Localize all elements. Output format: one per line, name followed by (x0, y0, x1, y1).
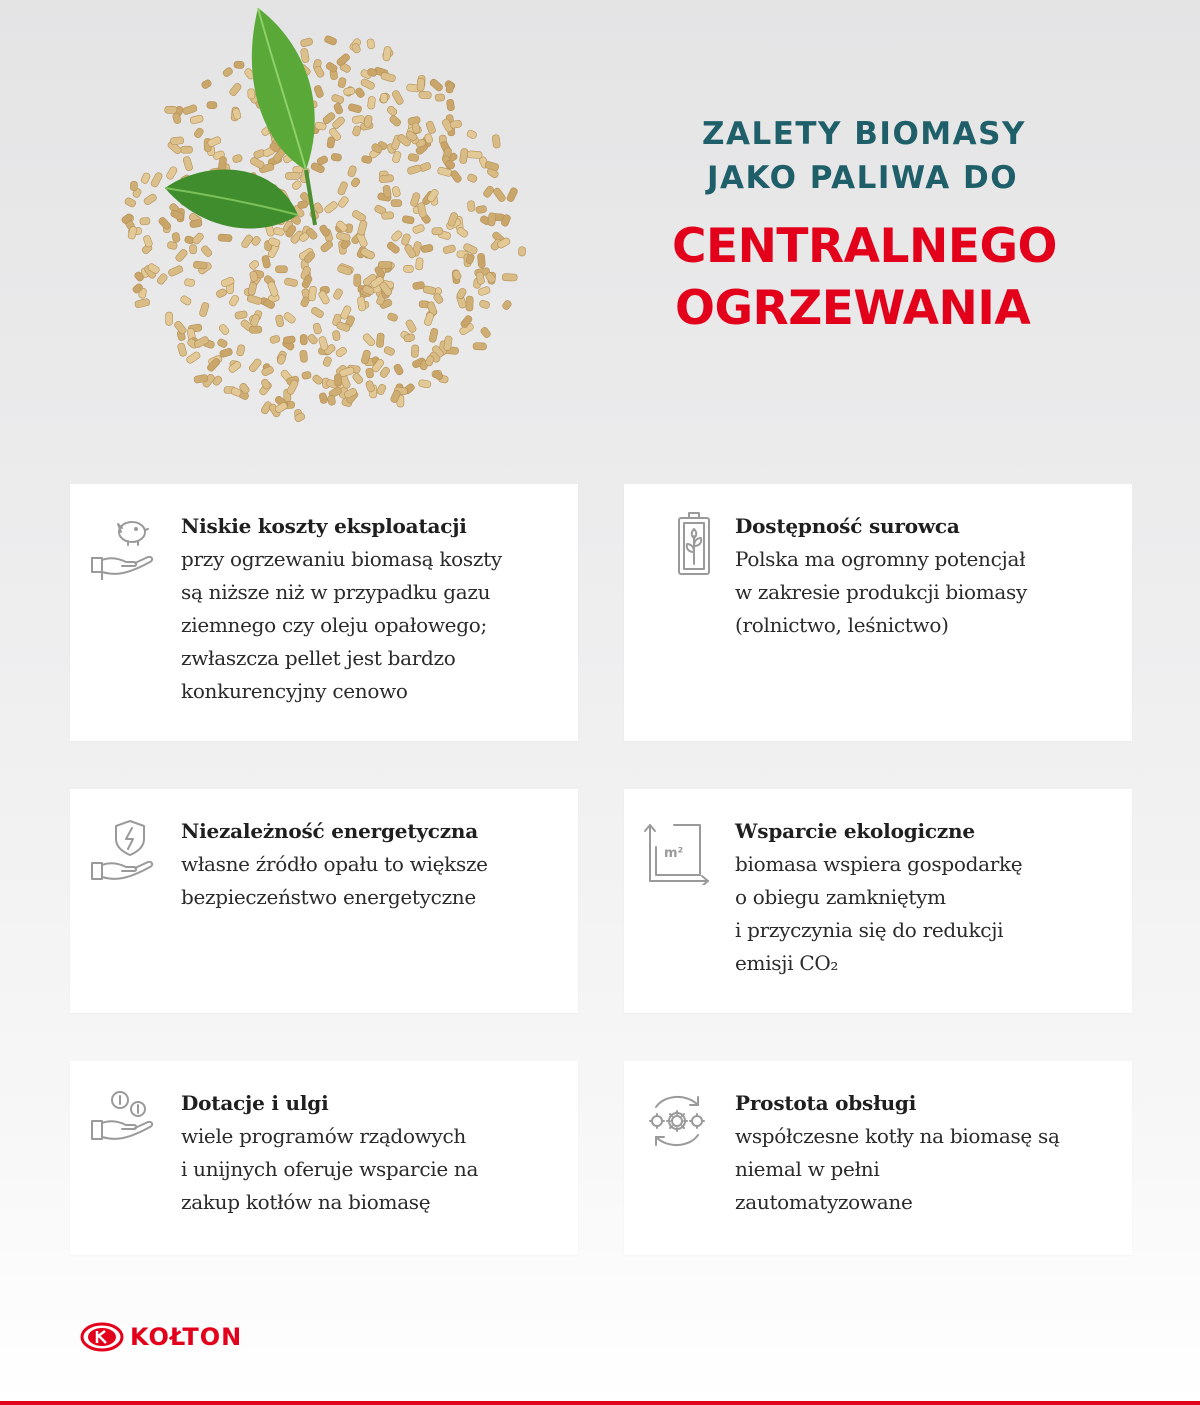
pellet (501, 299, 512, 310)
pellet (189, 245, 196, 254)
pellet (403, 265, 413, 272)
pellet (506, 187, 518, 203)
pellet (466, 129, 478, 140)
pellet (386, 241, 401, 255)
pellet (390, 230, 403, 243)
pellet (182, 104, 198, 115)
pellet (337, 264, 353, 275)
plant-battery-icon (642, 510, 712, 580)
pellet (172, 232, 181, 243)
pellet (275, 315, 284, 328)
pellet (283, 336, 296, 345)
pellet (312, 374, 324, 386)
pellet (365, 380, 375, 393)
pellet (274, 401, 288, 413)
pellet (473, 343, 487, 350)
pellet (320, 240, 334, 253)
pellet (300, 48, 309, 63)
hand-coins-icon (88, 1087, 158, 1157)
pellet (393, 363, 404, 376)
pellet (425, 120, 436, 134)
pellet (140, 172, 151, 184)
pellet (249, 326, 262, 333)
pellet (477, 253, 485, 268)
pellet (412, 224, 425, 234)
pellet (222, 66, 234, 77)
pellet (184, 278, 195, 286)
card-title: Niskie koszty eksploatacji (181, 514, 467, 538)
bottom-accent-line (0, 1401, 1200, 1405)
pellet (421, 244, 434, 253)
pellet (379, 174, 394, 182)
pellet (389, 114, 402, 127)
card-low-costs (70, 484, 578, 741)
pellet (234, 61, 245, 69)
pellet (435, 94, 445, 101)
pellet (479, 299, 491, 309)
card-body: własne źródło opału to większe bezpieczeństwo energetyczne (181, 852, 488, 909)
pellet (310, 306, 324, 319)
hand-energy-shield-icon (88, 815, 158, 885)
infographic-title (640, 112, 1080, 340)
title-accent-line-2: OGRZEWANIA (675, 281, 1031, 336)
card-energy-independence (70, 789, 578, 1013)
pellet (354, 274, 361, 287)
pellet (429, 78, 444, 92)
pellet (376, 333, 384, 348)
card-body: wiele programów rządowych i unijnych oferuje wsparcie na zakup kotłów na biomasę (181, 1124, 479, 1214)
pellet (484, 161, 499, 172)
pellet (387, 312, 398, 322)
pellet (313, 85, 324, 99)
pellet (348, 103, 363, 113)
pellet (405, 319, 417, 334)
pellet (193, 261, 207, 269)
pellet (429, 328, 439, 343)
card-ecological-support (624, 789, 1132, 1013)
pellet (332, 330, 340, 341)
pellet (378, 261, 392, 268)
pellet (150, 172, 163, 188)
pellet (185, 351, 201, 365)
pellet (383, 346, 395, 357)
pellet (338, 77, 347, 88)
pellet (307, 333, 319, 345)
pellet (218, 323, 230, 336)
pellet (354, 87, 365, 99)
pellet (459, 148, 468, 164)
pellet (324, 35, 338, 46)
pellet (391, 89, 404, 105)
pellet (165, 312, 172, 325)
pellet (466, 296, 474, 311)
pellet (300, 37, 313, 47)
pellet (124, 197, 137, 208)
pellet (332, 288, 343, 301)
pellet (182, 156, 193, 172)
pellet (248, 358, 262, 373)
pellet (246, 294, 262, 305)
gear-cycle-icon (642, 1087, 712, 1157)
pellet (324, 200, 339, 214)
pellet (347, 165, 357, 177)
wood-pellets (121, 35, 526, 423)
card-raw-material-availability (624, 484, 1132, 741)
card-body: współczesne kotły na biomasę są niemal w pełni zautomatyzowane (735, 1124, 1060, 1214)
pellet (408, 153, 419, 162)
pellet (300, 350, 308, 363)
pellet (269, 335, 280, 344)
card-title: Dostępność surowca (735, 514, 960, 538)
pellet (380, 93, 387, 103)
pellet (173, 320, 187, 335)
pellet (333, 102, 344, 114)
pellet (165, 106, 177, 113)
pellet (228, 294, 240, 307)
pellet (352, 372, 364, 385)
pellet (319, 392, 328, 404)
card-title: Wsparcie ekologiczne (735, 819, 975, 843)
pellet (207, 136, 222, 148)
pellet (412, 281, 424, 290)
pellet (419, 91, 432, 99)
pellet (467, 201, 475, 212)
pellet (236, 344, 245, 356)
pellet (360, 78, 376, 90)
pellet (350, 177, 361, 188)
card-body: przy ogrzewaniu biomasą koszty są niższe niż w przypadku gazu ziemnego czy oleju opałowego; zwłaszcza pellet jest bardzo konkurencyjny cenowo (181, 547, 502, 703)
title-line-1: ZALETY BIOMASY (702, 116, 1026, 152)
pellet (267, 281, 279, 297)
pellet (502, 274, 517, 282)
pellet (337, 181, 349, 196)
pellet (192, 232, 205, 245)
pellet (443, 244, 457, 254)
pellet (285, 172, 300, 179)
pellet (308, 286, 317, 301)
card-title: Dotacje i ulgi (181, 1091, 329, 1115)
pellet (467, 173, 478, 183)
pellet (391, 199, 402, 206)
pellet (207, 101, 217, 108)
pellet (335, 346, 348, 358)
pellet (432, 227, 443, 235)
pellet (248, 259, 260, 270)
pellet (391, 186, 401, 198)
card-title: Niezależność energetyczna (181, 819, 479, 843)
pellet (180, 295, 193, 306)
pellet (284, 278, 298, 288)
pellet (415, 258, 423, 271)
pellet (367, 96, 375, 109)
pellet (331, 94, 345, 105)
pellet-pile-image (110, 0, 540, 430)
pellet (418, 379, 431, 388)
pellet (386, 105, 398, 117)
pellet (201, 79, 213, 90)
title-accent-line-1: CENTRALNEGO (672, 219, 1057, 274)
title-line-2: JAKO PALIWA DO (707, 160, 1019, 196)
pellet (367, 38, 376, 49)
card-body: biomasa wspiera gospodarkę o obiegu zamkniętym i przyczynia się do redukcji emisji CO₂ (735, 852, 1023, 975)
pellet (228, 360, 242, 373)
pellet (492, 134, 501, 148)
pellet (235, 311, 248, 320)
pellet (343, 87, 355, 96)
pellet (492, 187, 506, 203)
card-title: Prostota obsługi (735, 1091, 917, 1115)
pellet (297, 200, 308, 209)
pellet (283, 311, 297, 324)
pellet (383, 46, 392, 61)
pellet (322, 356, 332, 367)
pellet (518, 246, 526, 256)
pellet (215, 288, 227, 298)
pellet (362, 333, 376, 348)
area-icon-label: m² (664, 846, 684, 861)
pellet (352, 125, 362, 137)
pellet (199, 302, 210, 318)
pellet (168, 265, 184, 277)
pellet (206, 357, 221, 372)
kolton-logo (80, 1322, 242, 1352)
pellet (134, 298, 150, 308)
pellet (402, 215, 415, 224)
pellet (170, 137, 184, 145)
card-ease-of-use (624, 1061, 1132, 1255)
pellet (218, 234, 232, 242)
pellet (417, 78, 425, 91)
pellet (143, 193, 158, 206)
pellet (381, 212, 393, 220)
pellet (175, 248, 189, 262)
card-subsidies (70, 1061, 578, 1255)
logo-text: KOŁTON (130, 1323, 243, 1351)
pellet (475, 205, 487, 214)
pellet (232, 154, 243, 163)
pellet (156, 273, 168, 286)
pellet (352, 115, 365, 124)
pellet (143, 235, 154, 248)
pellet (423, 312, 434, 327)
pellet (411, 345, 419, 358)
pellet (337, 195, 349, 208)
pellet (450, 120, 462, 129)
pellet (357, 296, 366, 311)
pellet (300, 334, 307, 345)
area-m2-icon (642, 815, 712, 885)
card-body: Polska ma ogromny potencjał w zakresie produkcji biomasy (rolnictwo, leśnictwo) (735, 547, 1027, 637)
pellet (130, 181, 137, 191)
pellet (166, 166, 179, 181)
pellet (275, 266, 287, 273)
pellet (331, 153, 342, 161)
pellet (301, 371, 311, 379)
pellet (482, 185, 494, 198)
pellet (181, 146, 193, 153)
pellet (247, 89, 255, 100)
pellet (376, 383, 387, 395)
pellet (200, 245, 213, 258)
hand-piggy-bank-icon (88, 510, 158, 580)
pellet (190, 115, 204, 125)
pellet (423, 285, 437, 295)
kolton-k-logo-icon (80, 1322, 124, 1352)
pellet (357, 220, 368, 236)
pellet (380, 72, 396, 83)
pellet (247, 282, 257, 296)
pellet (480, 326, 492, 339)
pellet (488, 212, 496, 226)
pellet (177, 342, 187, 357)
pellet (228, 82, 242, 97)
pellet (467, 151, 482, 159)
pellet (407, 164, 422, 175)
pellet (193, 127, 204, 139)
pellet (217, 338, 229, 349)
pellet (140, 217, 151, 225)
pellet (446, 99, 455, 111)
pellet (312, 323, 322, 335)
